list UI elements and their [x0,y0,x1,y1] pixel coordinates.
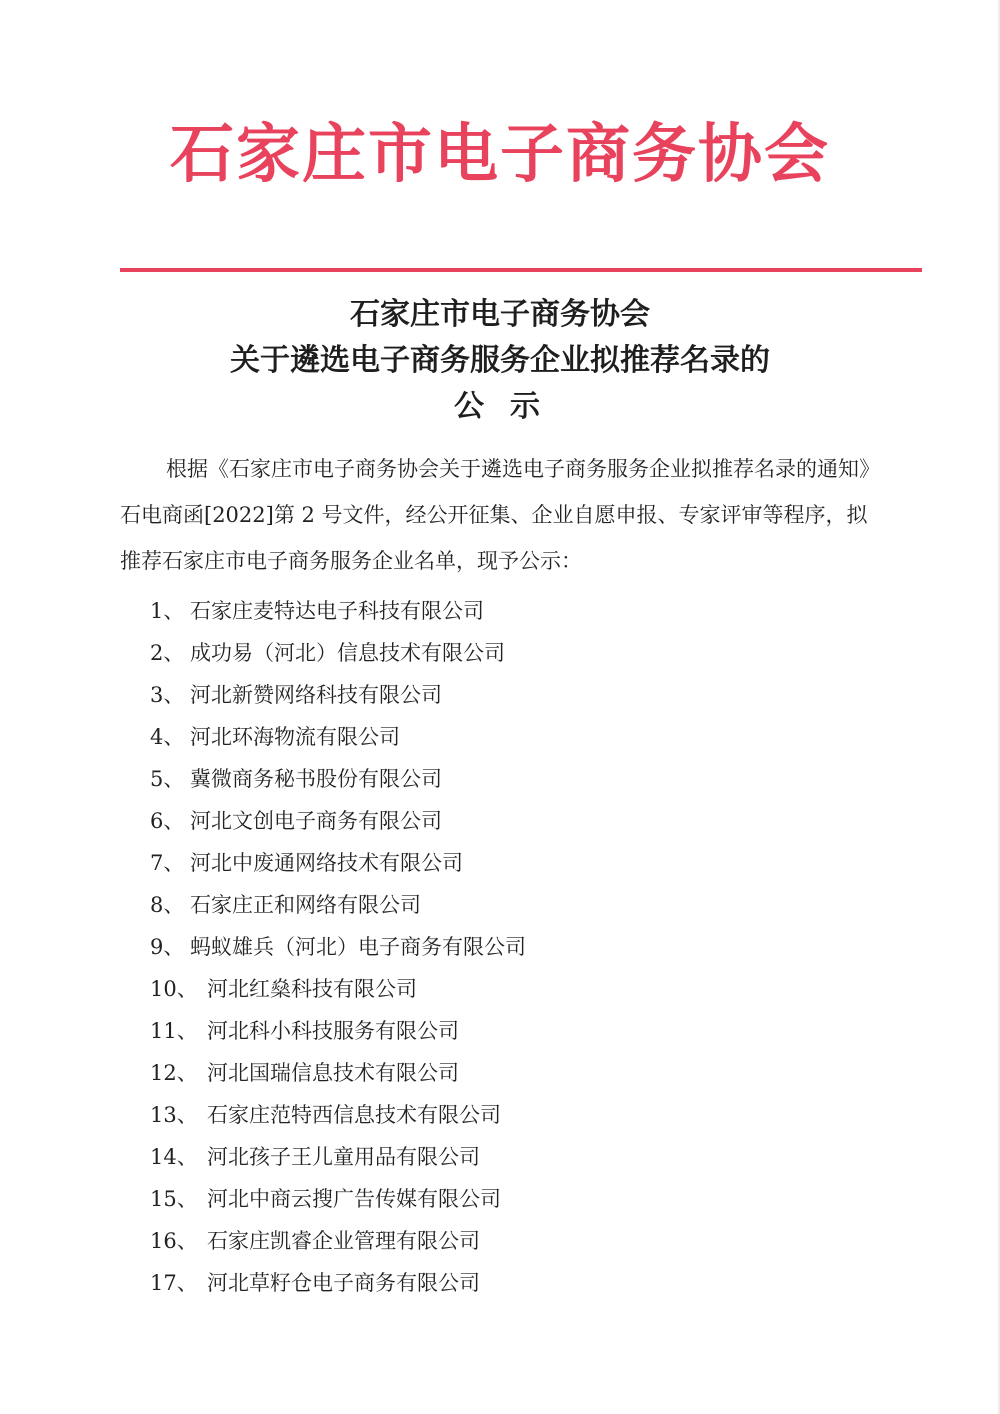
company-name: 石家庄麦特达电子科技有限公司 [190,599,484,623]
red-divider-line [120,268,922,272]
list-item [150,758,850,800]
list-item [150,1262,850,1304]
list-item-number: 1、 [150,599,185,623]
list-item [150,968,850,1010]
company-name: 河北新赞网络科技有限公司 [190,683,442,707]
company-name: 河北中废通网络技术有限公司 [190,851,463,875]
list-item [150,674,850,716]
list-item-number: 17、 [150,1271,198,1295]
company-name: 河北红燊科技有限公司 [207,977,417,1001]
company-name: 河北环海物流有限公司 [190,725,400,749]
list-item [150,632,850,674]
list-item [150,800,850,842]
list-item-number: 7、 [150,851,185,875]
company-name: 河北文创电子商务有限公司 [190,809,442,833]
list-item-number: 16、 [150,1229,198,1253]
list-item-number: 11、 [150,1019,198,1043]
list-item [150,842,850,884]
list-item [150,1010,850,1052]
list-item [150,1052,850,1094]
company-list [150,590,850,1304]
list-item-number: 2、 [150,641,185,665]
list-item-number: 15、 [150,1187,198,1211]
company-name: 石家庄正和网络有限公司 [190,893,421,917]
list-item-number: 8、 [150,893,185,917]
list-item-number: 10、 [150,977,198,1001]
list-item [150,590,850,632]
list-item-number: 3、 [150,683,185,707]
company-name: 河北草籽仓电子商务有限公司 [207,1271,480,1295]
title-line-2: 关于遴选电子商务服务企业拟推荐名录的 [230,343,770,378]
list-item-number: 13、 [150,1103,198,1127]
list-item [150,1094,850,1136]
company-name: 石家庄范特西信息技术有限公司 [207,1103,501,1127]
list-item [150,1220,850,1262]
list-item-number: 9、 [150,935,185,959]
body-paragraph [120,446,880,584]
list-item-number: 5、 [150,767,185,791]
list-item [150,1136,850,1178]
body-paragraph-text: 根据《石家庄市电子商务协会关于遴选电子商务服务企业拟推荐名录的通知》石电商函[2022]第 2 号文件，经公开征集、企业自愿申报、专家评审等程序，拟推荐石家庄市电子商务服务企业名单，现予公示： [120,457,880,573]
document-title [0,292,1000,430]
title-line-1: 石家庄市电子商务协会 [350,297,650,332]
org-letterhead: 石家庄市电子商务协会 [170,118,830,192]
list-item-number: 4、 [150,725,185,749]
company-name: 蚂蚁雄兵（河北）电子商务有限公司 [190,935,526,959]
company-name: 河北国瑞信息技术有限公司 [207,1061,459,1085]
company-name: 河北孩子王儿童用品有限公司 [207,1145,480,1169]
company-name: 石家庄凯睿企业管理有限公司 [207,1229,480,1253]
company-name: 冀微商务秘书股份有限公司 [190,767,442,791]
list-item [150,926,850,968]
company-name: 河北科小科技服务有限公司 [207,1019,459,1043]
list-item-number: 12、 [150,1061,198,1085]
list-item-number: 14、 [150,1145,198,1169]
company-name: 河北中商云搜广告传媒有限公司 [207,1187,501,1211]
list-item [150,884,850,926]
list-item [150,716,850,758]
company-name: 成功易（河北）信息技术有限公司 [190,641,505,665]
list-item [150,1178,850,1220]
title-line-3: 公示 [454,389,566,424]
list-item-number: 6、 [150,809,185,833]
